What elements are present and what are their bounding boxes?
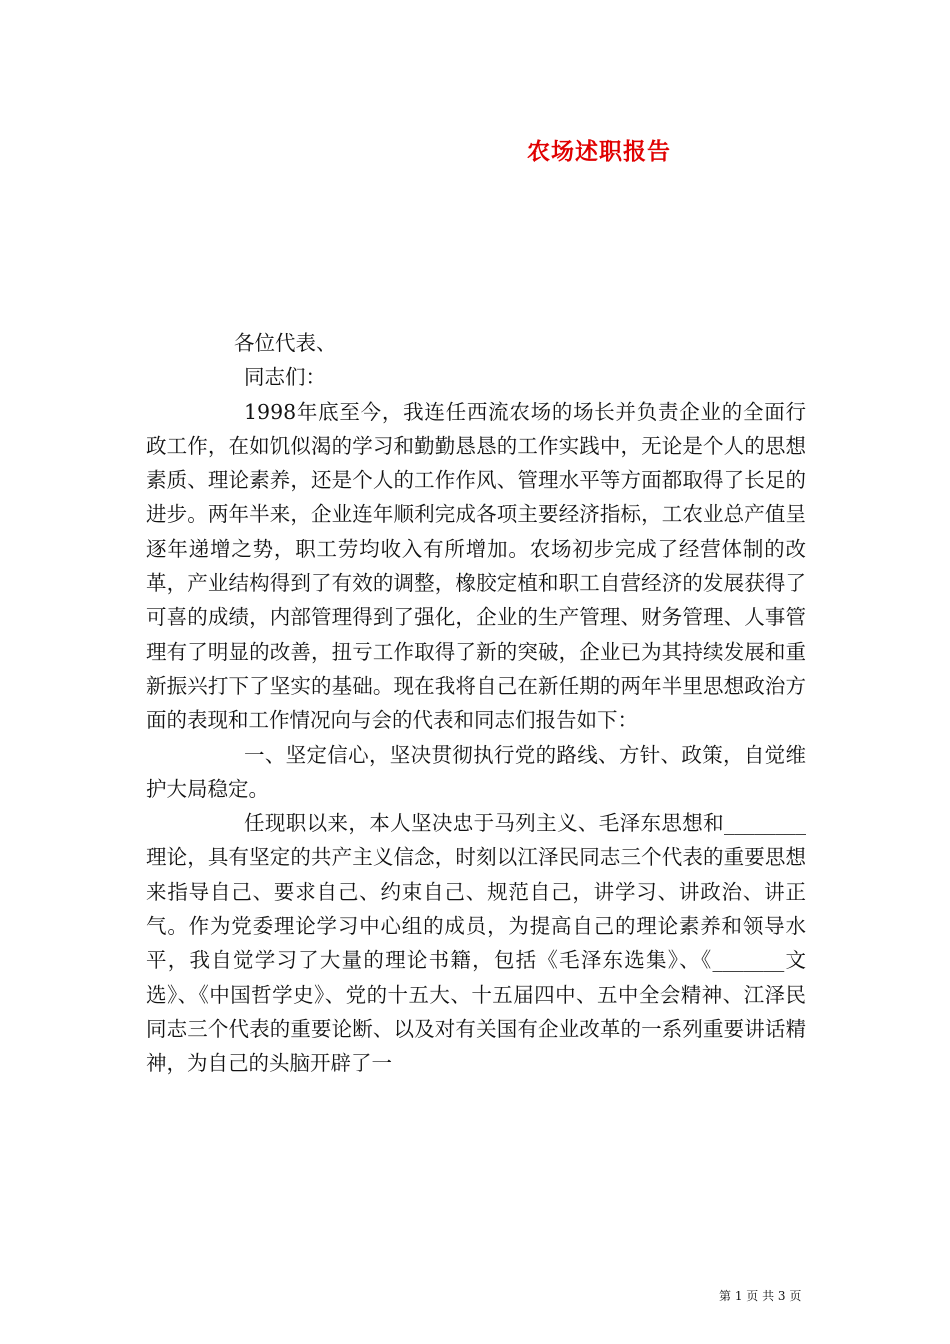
paragraph-section-1-body: 任现职以来，本人坚决忠于马列主义、毛泽东思想和________理论，具有坚定的共产主义信念，时刻以江泽民同志三个代表的重要思想来指导自己、要求自己、约束自己、规范自己，讲学习、讲政治、讲正气。作为党委理论学习中心组的成员，为提高自己的理论素养和领导水平，我自觉学习了大量的理论书籍，包括《毛泽东选集》、《_______文选》、《中国哲学史》、党的十五大、十五届四中、五中全会精神、江泽民同志三个代表的重要论断、以及对有关国有企业改革的一系列重要讲话精神，为自己的头脑开辟了一 — [146, 811, 806, 1076]
page-footer: 第 1 页 共 3 页 — [719, 1289, 802, 1303]
document-body — [146, 326, 806, 1081]
salutation-line-2: 同志们： — [244, 365, 326, 390]
paragraph-intro: 1998年底至今，我连任西流农场的场长并负责企业的全面行政工作，在如饥似渴的学习和勤勤恳恳的工作实践中，无论是个人的思想素质、理论素养，还是个人的工作作风、管理水平等方面都取得了长足的进步。两年半来，企业连年顺利完成各项主要经济指标，工农业总产值呈逐年递增之势，职工劳均收入有所增加。农场初步完成了经营体制的改革，产业结构得到了有效的调整，橡胶定植和职工自营经济的发展获得了可喜的成绩，内部管理得到了强化，企业的生产管理、财务管理、人事管理有了明显的改善，扭亏工作取得了新的突破，企业已为其持续发展和重新振兴打下了坚实的基础。现在我将自己在新任期的两年半里思想政治方面的表现和工作情况向与会的代表和同志们报告如下： — [146, 399, 806, 733]
paragraph-section-heading-1: 一、坚定信心，坚决贯彻执行党的路线、方针、政策，自觉维护大局稳定。 — [146, 742, 806, 801]
document-title: 农场述职报告 — [527, 138, 671, 165]
salutation-line-1: 各位代表、 — [234, 331, 337, 355]
